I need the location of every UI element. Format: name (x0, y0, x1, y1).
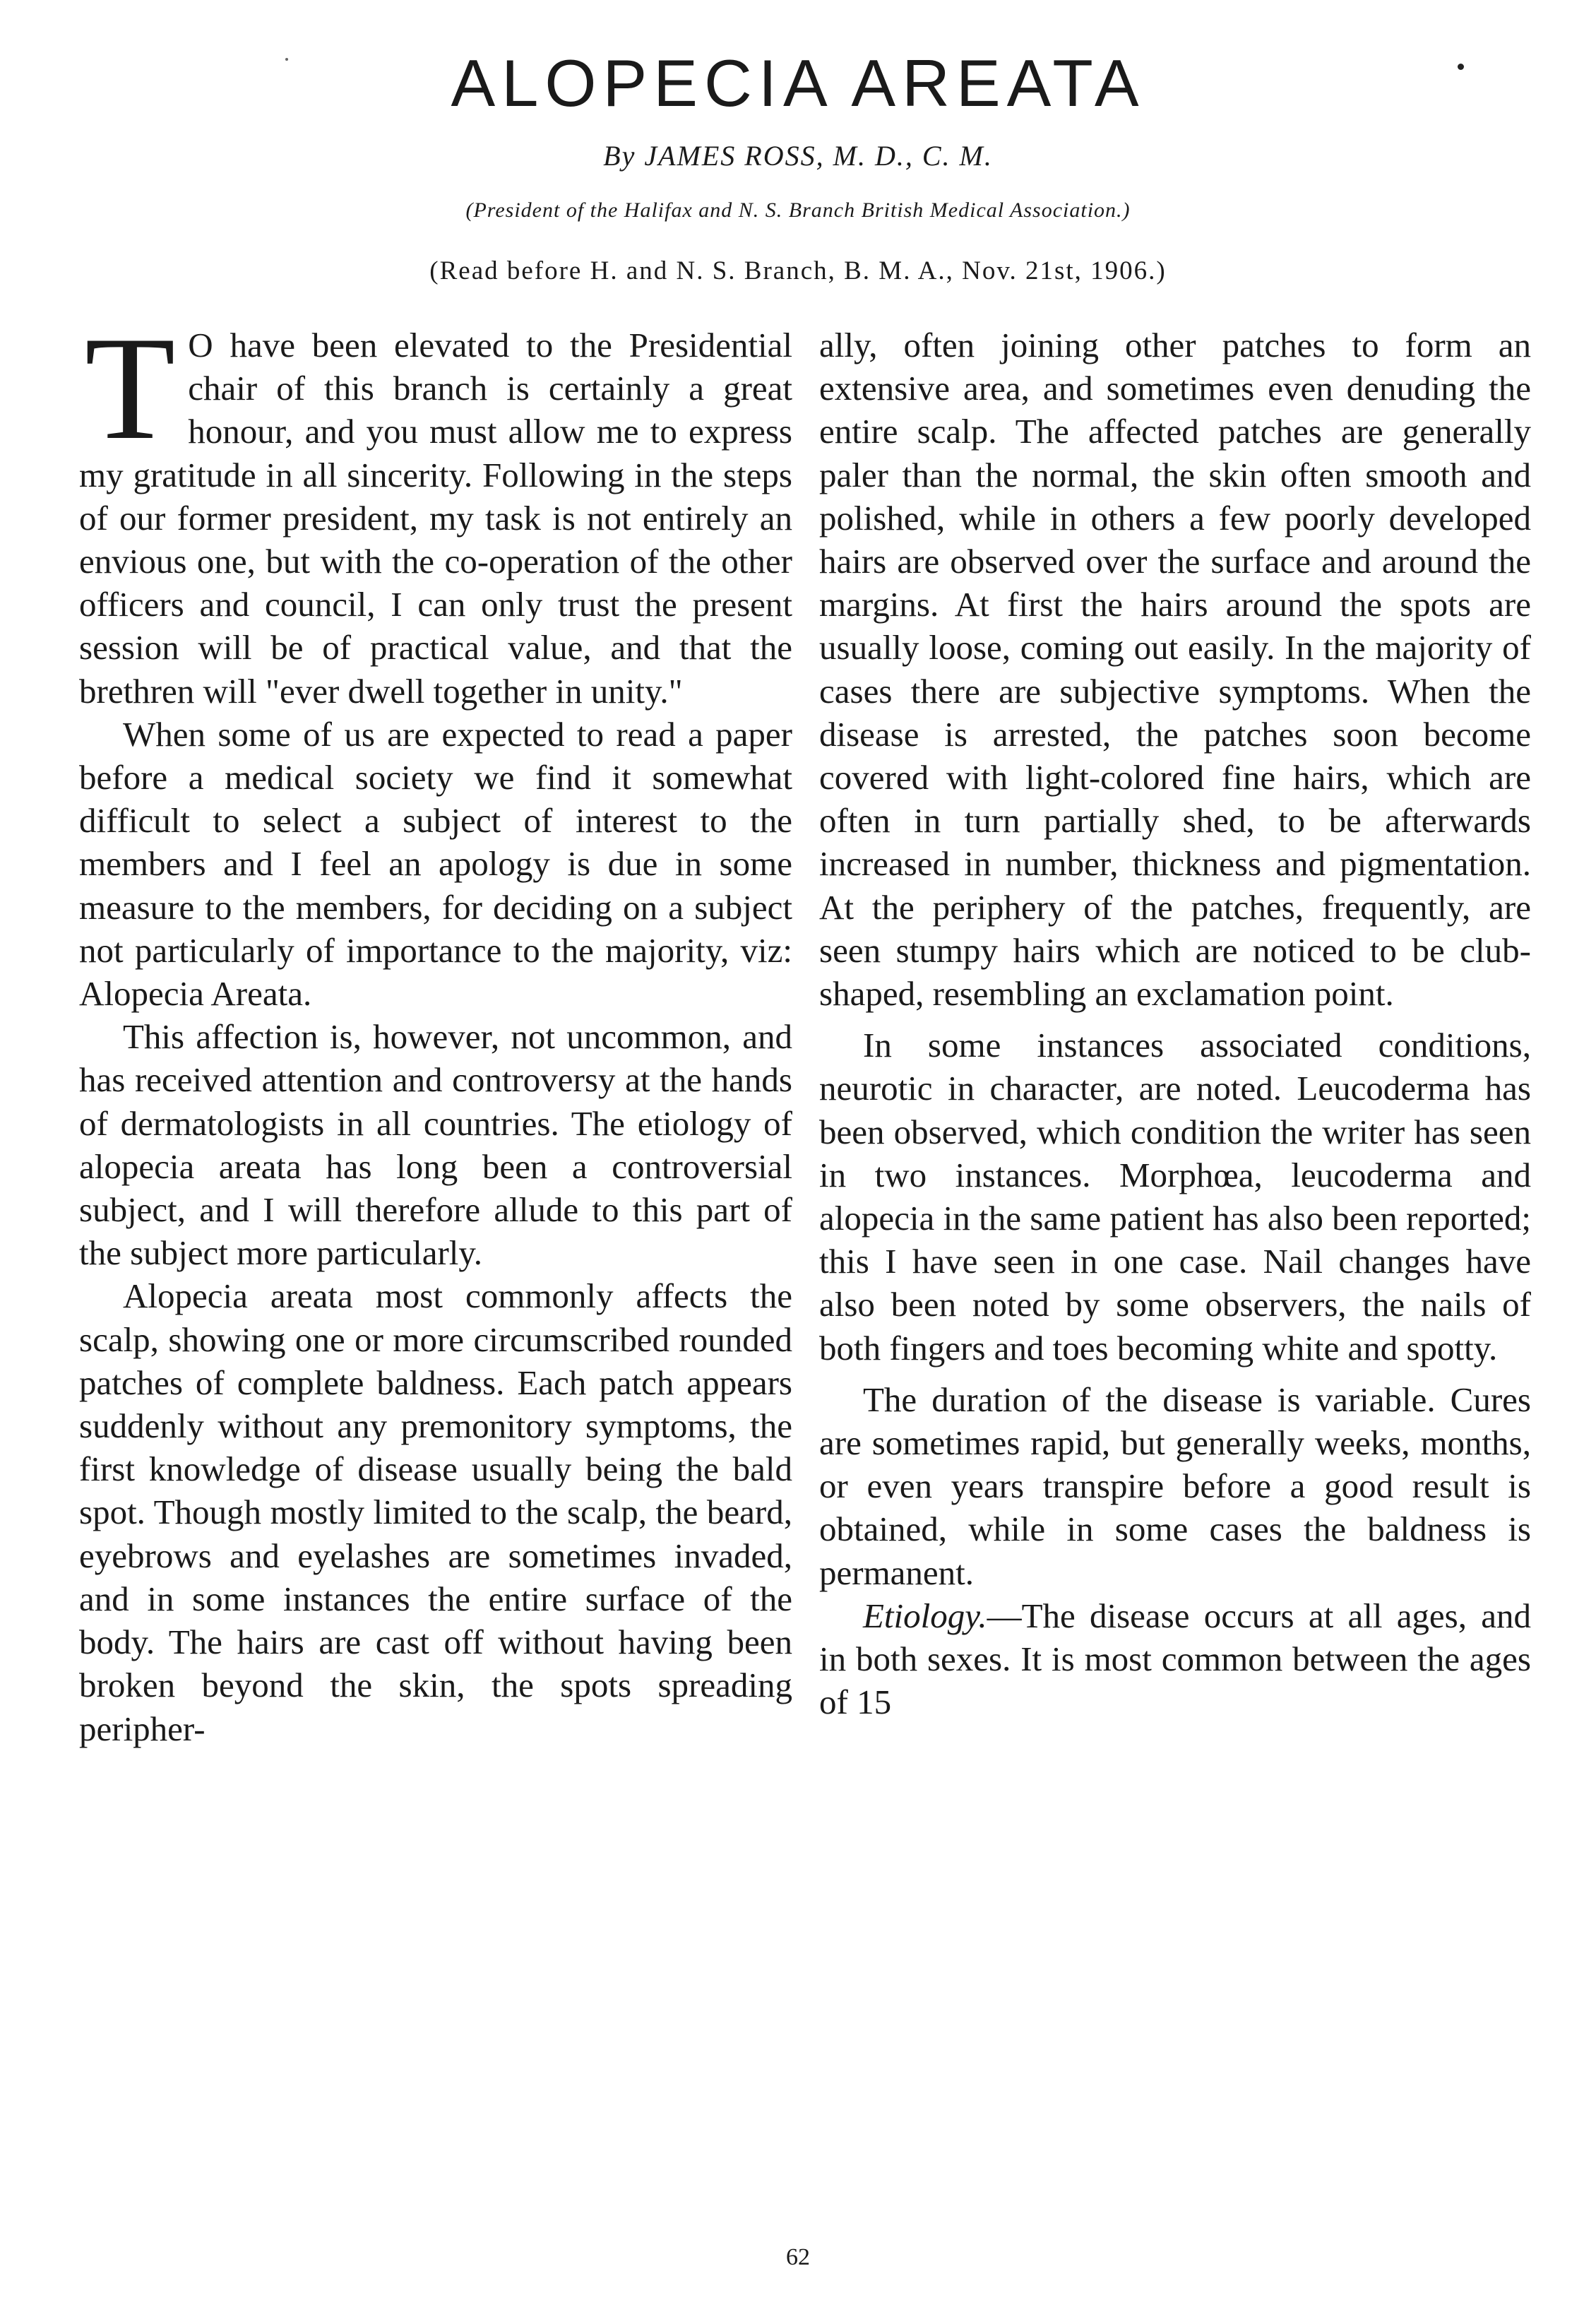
left-column (79, 307, 792, 1750)
drop-cap: T (85, 307, 176, 470)
paragraph-etiology (819, 1594, 1531, 1724)
etiology-text: —The disease occurs at all ages, and in both sexes. It is most common between the ages of 15 (819, 1596, 1531, 1722)
author-byline: By JAMES ROSS, M. D., C. M. (603, 140, 993, 172)
paragraph-description-cont: ally, often joining other patches to form an extensive area, and sometimes even denuding the entire scalp. The affected patches are generally paler than the normal, the skin often smooth and polished, while in others a few poorly developed hairs are observed over the surface and around the margins. At first the hairs around the spots are usually loose, coming out easily. In the majority of cases there are subjective symptoms. When the disease is arrested, the patches soon become covered with light-colored fine hairs, which are often in turn partially shed, to be afterwards increased in number, thickness and pigmentation. At the periphery of the patches, frequently, are seen stumpy hairs which are noticed to be club-shaped, resembling an exclamation point. (819, 326, 1531, 1014)
paragraph-opening-text: O have been elevated to the Presidential chair of this branch is certainly a great honour, and you must allow me to express my gratitude in all sincerity. Following in the steps of our former president, my task is not entirely an envious one, but with the co-operation of the other officers and council, I can only trust the present session will be of practical value, and that the brethren will "ever dwell together in unity." (79, 326, 792, 711)
right-column (819, 324, 1531, 1724)
read-before-note: (Read before H. and N. S. Branch, B. M. A., Nov. 21st, 1906.) (429, 256, 1167, 285)
article-title: ALOPECIA AREATA (451, 46, 1145, 120)
page-number: 62 (786, 2244, 810, 2270)
paragraph-duration: The duration of the disease is variable. Cures are sometimes rapid, but generally weeks, months, or even years transpire before a good result is obtained, while in some cases the baldness is permanent. (819, 1380, 1531, 1592)
paragraph-affection: This affection is, however, not uncommon, and has received attention and controversy at the hands of dermatologists in all countries. The etiology of alopecia areata has long been a controversial subject, and I will therefore allude to this part of the subject more particularly. (79, 1017, 792, 1273)
paragraph-description-start: Alopecia areata most commonly affects the scalp, showing one or more circumscribed rounded patches of complete baldness. Each patch appears suddenly without any premonitory symptoms, the first knowledge of disease usually being the bald spot. Though mostly limited to the scalp, the beard, eyebrows and eyelashes are sometimes invaded, and in some instances the entire surface of the body. The hairs are cast off without having been broken beyond the skin, the spots spreading peripher- (79, 1276, 792, 1748)
paragraph-conditions: In some instances associated conditions, neurotic in character, are noted. Leucoderma has been observed, which condition the writer has seen in two instances. Morphœa, leucoderma and alopecia in the same patient has also been reported; this I have seen in one case. Nail changes have also been noted by some observers, the nails of both fingers and toes becoming white and spotty. (819, 1026, 1531, 1367)
author-position: (President of the Halifax and N. S. Branch British Medical Association.) (465, 198, 1131, 222)
paragraph-subject: When some of us are expected to read a paper before a medical society we find it somewhat difficult to select a subject of interest to the members and I feel an apology is due in some measure to the members, for deciding on a subject not particularly of importance to the majority, viz: Alopecia Areata. (79, 714, 792, 1014)
paragraph-opening (79, 307, 792, 713)
etiology-heading: Etiology. (863, 1596, 987, 1635)
